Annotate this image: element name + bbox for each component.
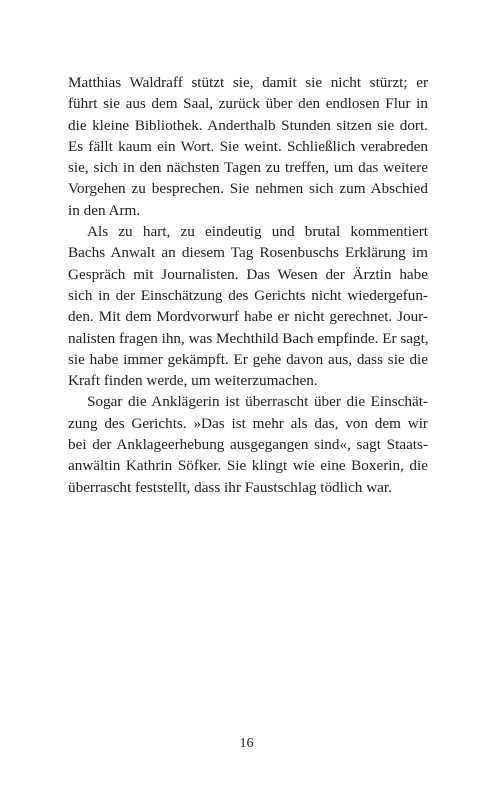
text-line: Kraft finden werde, um weiterzumachen. bbox=[68, 372, 318, 390]
text-line: Es fällt kaum ein Wort. Sie weint. Schließlich verabreden bbox=[68, 137, 428, 155]
text-line: Matthias Waldraff stützt sie, damit sie nicht stürzt; er bbox=[68, 74, 428, 91]
text-line: anwältin Kathrin Söfker. Sie klingt wie eine Boxerin, die bbox=[68, 457, 428, 475]
paragraph-1 bbox=[68, 72, 428, 221]
paragraph-2 bbox=[68, 221, 428, 391]
text-line: sie habe immer gekämpft. Er gehe davon aus, dass sie die bbox=[68, 350, 428, 368]
text-line: zung des Gerichts. »Das ist mehr als das, von dem wir bbox=[68, 414, 428, 432]
page-number: 16 bbox=[239, 736, 254, 751]
text-line: führt sie aus dem Saal, zurück über den endlosen Flur in bbox=[68, 95, 428, 113]
text-line: Bachs Anwalt an diesem Tag Rosenbuschs Erklärung im bbox=[68, 244, 428, 262]
text-line: Vorgehen zu besprechen. Sie nehmen sich zum Abschied bbox=[68, 180, 428, 198]
text-line: Als zu hart, zu eindeutig und brutal kommentiert bbox=[87, 223, 428, 241]
text-line: sie, sich in den nächsten Tagen zu treffen, um das weitere bbox=[68, 159, 428, 177]
paragraph-3 bbox=[68, 391, 428, 497]
body-text bbox=[68, 72, 428, 498]
text-line: bei der Anklageerhebung ausgegangen sind«, sagt Staats- bbox=[68, 436, 428, 454]
text-line: die kleine Bibliothek. Anderthalb Stunden sitzen sie dort. bbox=[68, 116, 428, 134]
text-line: Sogar die Anklägerin ist überrascht über die Einschät- bbox=[87, 393, 428, 411]
text-line: Gespräch mit Journalisten. Das Wesen der Ärztin habe bbox=[68, 265, 428, 283]
text-line: den. Mit dem Mordvorwurf habe er nicht gerechnet. Jour- bbox=[68, 308, 428, 326]
text-line: nalisten fragen ihn, was Mechthild Bach empfinde. Er sagt, bbox=[68, 329, 429, 347]
text-line: sich in der Einschätzung des Gerichts nicht wiedergefun- bbox=[68, 286, 428, 304]
text-line: überrascht feststellt, dass ihr Faustschlag tödlich war. bbox=[68, 478, 392, 496]
text-line: in den Arm. bbox=[68, 201, 141, 219]
